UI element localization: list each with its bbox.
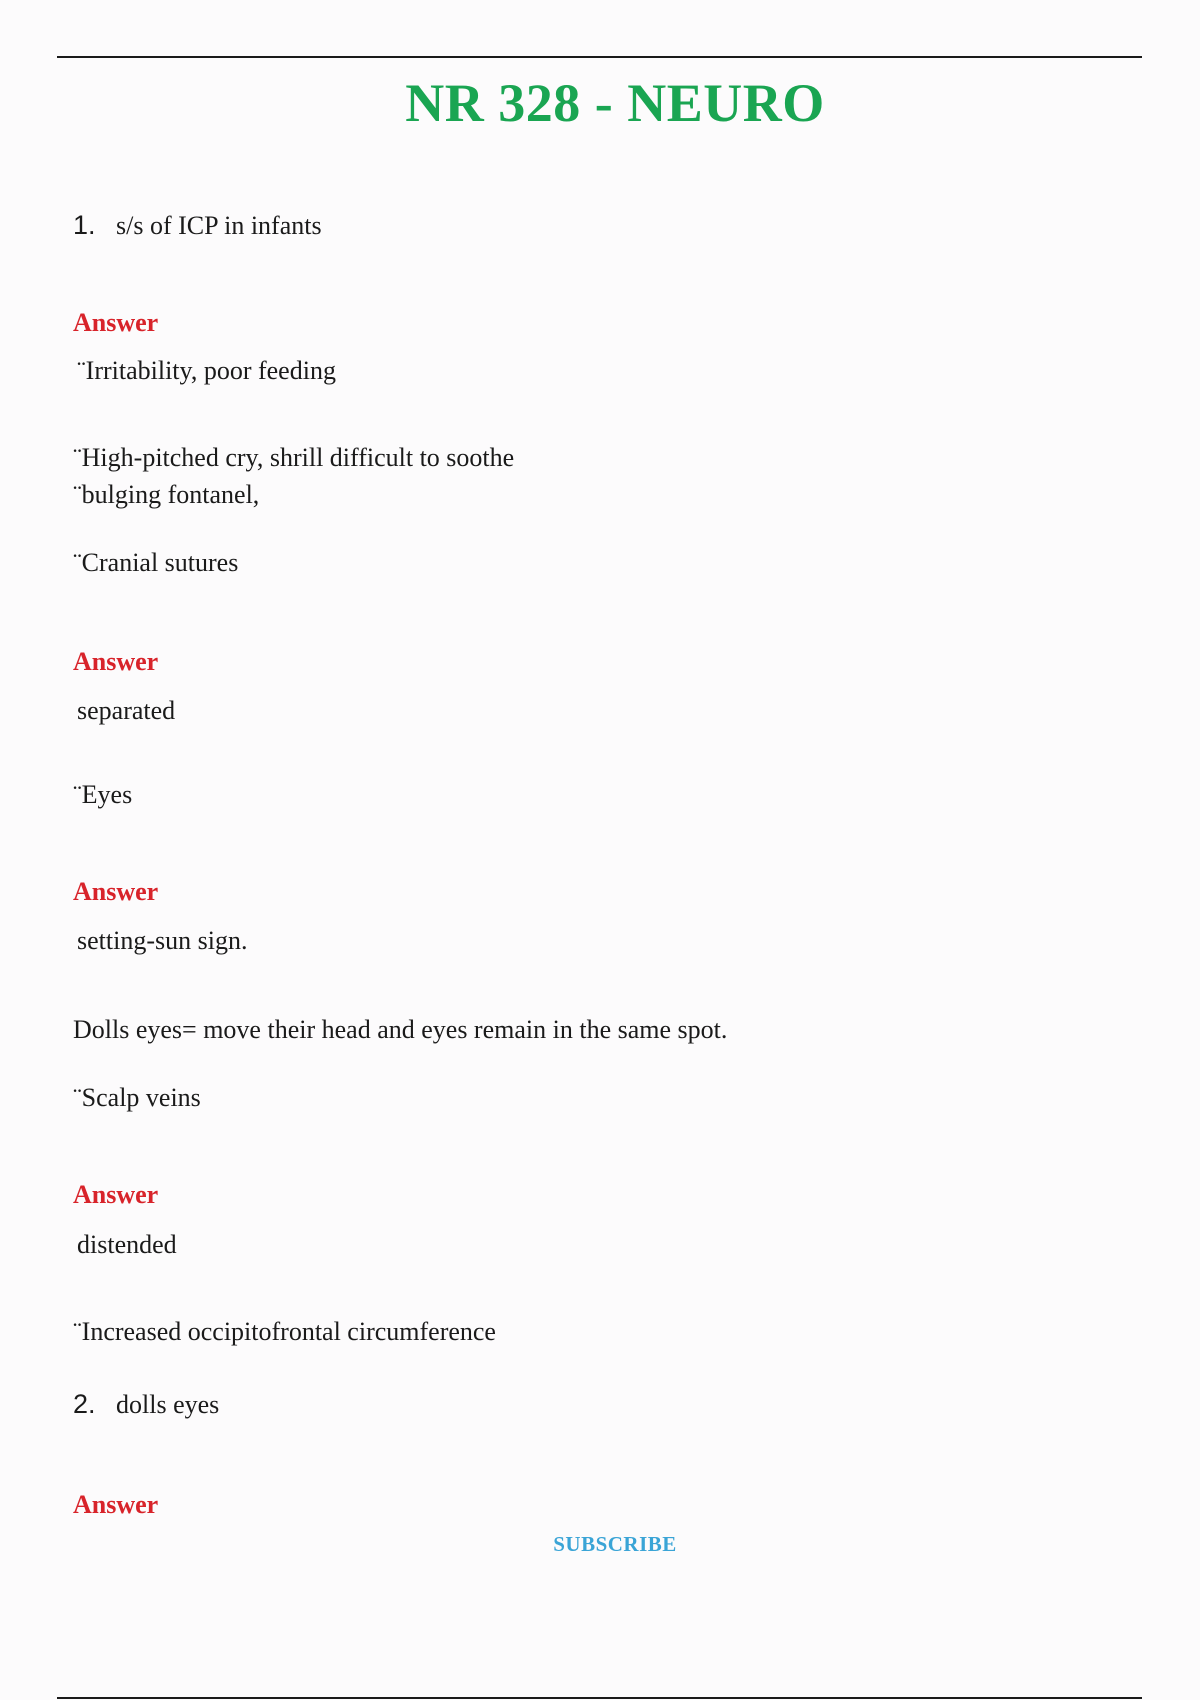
answer-line: setting-sun sign. [77,926,248,955]
bottom-rule [57,1697,1142,1699]
page-title: NR 328 - NEURO [405,73,825,133]
answer-line: distended [77,1230,177,1259]
question-text: s/s of ICP in infants [116,211,322,240]
question-number: 2. [73,1389,96,1419]
answer-line: ¨Cranial sutures [73,548,239,577]
question-text: dolls eyes [116,1390,220,1419]
question-2 [73,1389,219,1420]
answer-line: Dolls eyes= move their head and eyes remain in the same spot. [73,1015,728,1044]
question-1 [73,210,322,241]
answer-label: Answer [73,877,159,906]
answer-label: Answer [73,647,159,676]
question-number: 1. [73,210,96,240]
answer-line: ¨High-pitched cry, shrill difficult to soothe [73,443,515,472]
top-rule [57,56,1142,58]
answer-label: Answer [73,1180,159,1209]
answer-line: separated [77,696,176,725]
answer-label: Answer [73,1490,159,1519]
answer-label: Answer [73,308,159,337]
answer-line: ¨Eyes [73,780,133,809]
answer-line: ¨Increased occipitofrontal circumference [73,1317,496,1346]
answer-line: ¨bulging fontanel, [73,480,260,509]
answer-line: ¨Irritability, poor feeding [77,356,336,385]
subscribe-link[interactable]: SUBSCRIBE [553,1532,677,1556]
answer-line: ¨Scalp veins [73,1083,201,1112]
